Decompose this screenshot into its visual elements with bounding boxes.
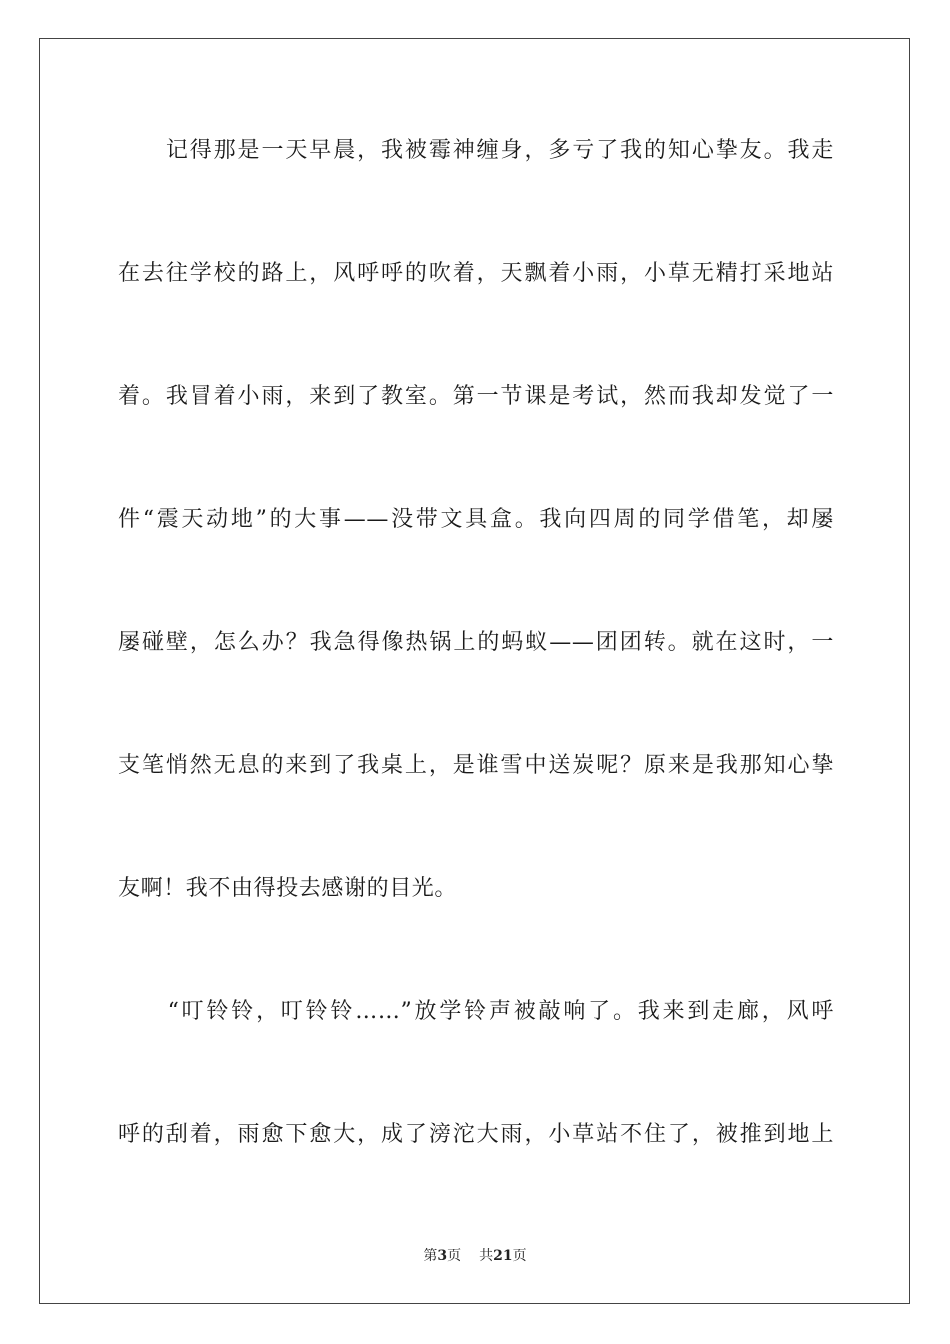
paragraph-line: 支笔悄然无息的来到了我桌上，是谁雪中送炭呢？原来是我那知心挚 (118, 753, 834, 778)
paragraph-line: “叮铃铃，叮铃铃……”放学铃声被敲响了。我来到走廊，风呼 (118, 999, 834, 1024)
total-prefix: 共 (479, 1248, 494, 1264)
paragraph-line: 呼的刮着，雨愈下愈大，成了滂沱大雨，小草站不住了，被推到地上 (118, 1122, 834, 1147)
page-suffix: 页 (447, 1248, 462, 1264)
total-pages: 21 (493, 1248, 513, 1264)
paragraph-line: 着。我冒着小雨，来到了教室。第一节课是考试，然而我却发觉了一 (118, 384, 834, 409)
total-suffix: 页 (512, 1248, 527, 1264)
paragraph-line: 在去往学校的路上，风呼呼的吹着，天飘着小雨，小草无精打采地站 (118, 261, 834, 286)
paragraph-line: 件“震天动地”的大事——没带文具盒。我向四周的同学借笔，却屡 (118, 507, 834, 532)
page-prefix: 第 (423, 1248, 438, 1264)
paragraph-line: 友啊！我不由得投去感谢的目光。 (118, 876, 458, 901)
page-number: 3 (437, 1248, 448, 1264)
paragraph-line: 屡碰壁，怎么办？我急得像热锅上的蚂蚁——团团转。就在这时，一 (118, 630, 834, 655)
page-border (39, 38, 910, 1304)
page-footer (0, 1246, 950, 1266)
paragraph-line: 记得那是一天早晨，我被霉神缠身，多亏了我的知心挚友。我走 (118, 138, 834, 163)
